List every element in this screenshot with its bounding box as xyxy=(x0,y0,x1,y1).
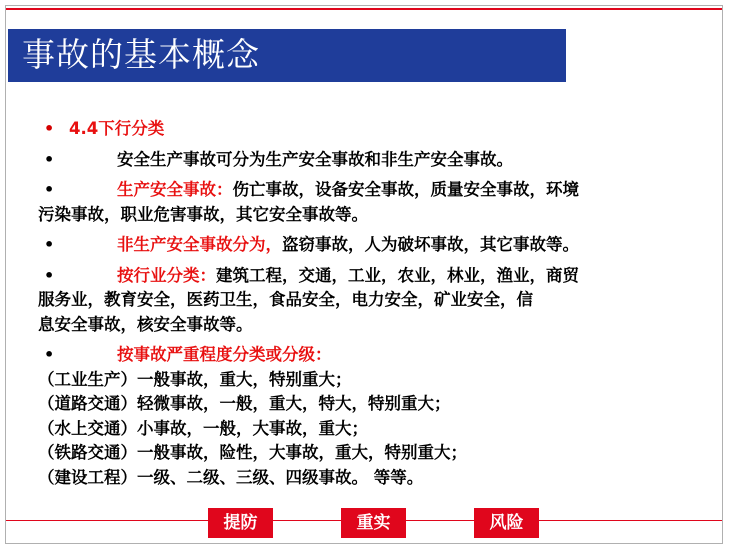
bullet-item xyxy=(38,148,698,173)
top-divider xyxy=(6,8,722,10)
bullet-text: 安全生产事故可分为生产安全事故和非生产安全事故。 xyxy=(117,149,513,169)
grade-line: （工业生产）一般事故，重大，特别重大； xyxy=(38,369,352,389)
bullet-dot: • xyxy=(44,235,55,254)
fengxian-button[interactable]: 风险 xyxy=(474,508,539,538)
tifang-button[interactable]: 提防 xyxy=(208,508,273,538)
bullet-dot: • xyxy=(44,265,55,285)
zhongshi-button[interactable]: 重实 xyxy=(341,508,406,538)
grade-line: （铁路交通）一般事故，险性，大事故，重大，特别重大； xyxy=(38,443,467,462)
bullet-continuation: 息安全事故，核安全事故等。 xyxy=(38,314,253,334)
content-body xyxy=(38,117,698,490)
bullet-continuation: 污染事故，职业危害事故，其它安全事故等。 xyxy=(38,204,368,224)
bullet-text: 建筑工程，交通，工业，农业，林业，渔业，商贸 xyxy=(216,265,579,285)
grade-line: （水上交通）小事故，一般，大事故，重大； xyxy=(38,418,368,438)
bullet-item xyxy=(38,117,698,142)
bullet-dot: • xyxy=(44,345,55,364)
bullet-continuation: 服务业，教育安全，医药卫生，食品安全，电力安全，矿业安全，信 xyxy=(38,290,533,309)
bullet-text: 盗窃事故，人为破坏事故，其它事故等。 xyxy=(282,235,579,254)
bullet-item xyxy=(38,178,698,203)
bullet-dot: • xyxy=(44,119,55,138)
bullet-heading: 非生产安全事故分为， xyxy=(117,235,282,254)
bullet-heading: 按事故严重程度分类或分级： xyxy=(117,345,332,364)
bullet-item xyxy=(38,264,698,289)
grade-line: （建设工程）一级、二级、三级、四级事故。 等等。 xyxy=(38,467,424,487)
bullet-dot: • xyxy=(44,180,55,199)
title-bar xyxy=(8,29,566,82)
bullet-heading: 按行业分类： xyxy=(117,265,216,285)
bullet-heading: 生产安全事故： xyxy=(117,180,233,199)
page-title: 事故的基本概念 xyxy=(22,35,260,74)
bullet-heading: 4.4下行分类 xyxy=(69,119,165,138)
bullet-text: 伤亡事故，设备安全事故，质量安全事故，环境 xyxy=(232,180,579,199)
bullet-item xyxy=(38,343,698,368)
grade-line: （道路交通）轻微事故，一般，重大，特大，特别重大； xyxy=(38,394,451,413)
bullet-dot: • xyxy=(44,149,55,169)
bullet-item xyxy=(38,233,698,258)
